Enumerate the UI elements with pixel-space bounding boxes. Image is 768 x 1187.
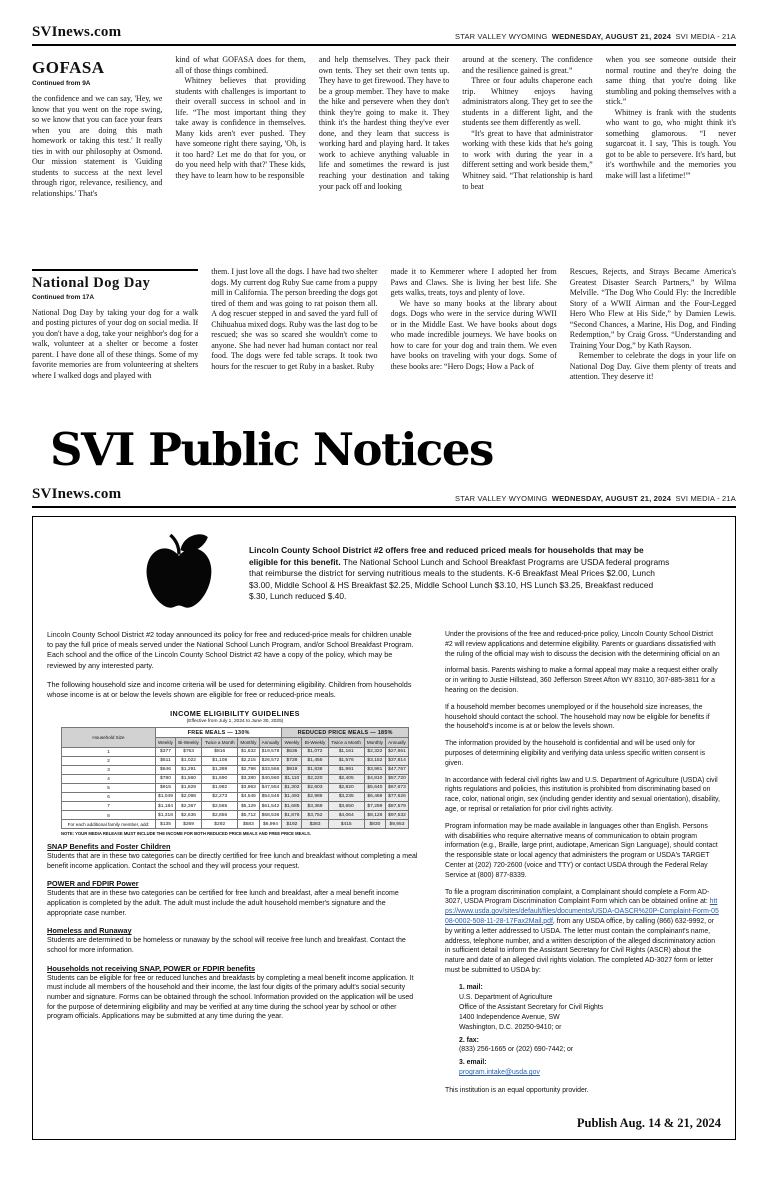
table-row [62, 765, 409, 774]
gofasa-title: GOFASA [32, 58, 105, 77]
dogday-column-1-text [32, 308, 198, 382]
table-cell: $2,636 [175, 811, 201, 820]
table-cell: $1,184 [156, 801, 176, 810]
legal-paragraph: If a household member becomes unemployed or if the household size increases, the household should contact the school. The household may now be eligible for benefits if the household's income is at or below the levels shown. [445, 703, 710, 731]
table-cell: $1,829 [175, 783, 201, 792]
table-cell: 7 [62, 801, 156, 810]
mail-method-label: 1. mail: [459, 983, 483, 991]
section-body: Students are determined to be homeless or runaway by the school will receive free lunch and breakfast. Contact the school for more information. [47, 937, 406, 955]
table-header-cell: Household Size [62, 728, 156, 747]
section-heading: SNAP Benefits and Foster Children [47, 842, 171, 852]
notice-columns [47, 630, 721, 1103]
dogday-column-1 [32, 267, 198, 413]
table-cell: $4,810 [364, 774, 385, 783]
text-line: Whitney is frank with the students who want to go, who might think it's something glamorous. “I never sugarcoat it. I say, 'This is tough. You got to be able to persevere. It's hard, but it's worthwhile and the memories you make will last a lifetime!'” [605, 107, 737, 181]
text-line: Remember to celebrate the dogs in your life on National Dog Day. Give them plenty of treats and attention. They deserve it! [569, 351, 736, 382]
dogday-column-4 [570, 267, 736, 413]
table-cell: $57,720 [385, 774, 408, 783]
dateline-location: STAR VALLEY WYOMING [455, 32, 548, 41]
table-cell: $97,532 [385, 811, 408, 820]
table-cell: $3,369 [302, 801, 328, 810]
table-cell: $1,876 [282, 811, 302, 820]
table-header-cell: Weekly [156, 738, 176, 747]
text-line: when you see someone outside their normal routine and they're doing the same thing that you're doing like stumbling and poking themselves with a stick.” [605, 55, 737, 107]
masthead-bar-notices [32, 486, 736, 508]
table-cell: $3,752 [302, 811, 328, 820]
table-cell: $3,981 [364, 765, 385, 774]
table-cell: $77,626 [385, 792, 408, 801]
table-subtitle: (Effective from July 1, 2024 to June 30, 2025) [186, 719, 284, 725]
table-cell: 6 [62, 792, 156, 801]
table-cell: $753 [175, 747, 201, 756]
table-cell: $915 [156, 783, 176, 792]
publish-date: Publish Aug. 14 & 21, 2024 [576, 1116, 721, 1130]
table-cell: 4 [62, 774, 156, 783]
table-cell: $3,650 [328, 801, 364, 810]
dateline-location-2: STAR VALLEY WYOMING [455, 494, 548, 503]
text-line: made it to Kemmerer where I adopted her from Paws and Claws. She is living her best life. She gets walks, treats, toys and plenty of love. [390, 267, 557, 298]
table-cell: $1,291 [175, 765, 201, 774]
table-cell: $6,994 [259, 820, 282, 829]
section-power-fdpir [47, 879, 419, 918]
table-row [62, 783, 409, 792]
table-cell: $67,673 [385, 783, 408, 792]
table-cell: $192 [282, 820, 302, 829]
dogday-continued-label: Continued from 17A [32, 294, 95, 302]
dogday-column-3 [391, 267, 557, 413]
gofasa-column-4 [462, 55, 592, 255]
text-line: Rescues, Rejects, and Strays Became America's Greatest Disaster Search Partners,” by Wilma Melville. “The Dog Who Could Fly: the Incredible Story of a WWII Airman and the Four-Legged Hero Who Flew at His Side,” by Damien Lewis. “Second Chances, a Marine, His Dog, and Finding Redemption,” by Craig Gross. “Understanding and Training Your Dog,” by Kath Rayson. [569, 267, 736, 350]
dateline [455, 32, 736, 41]
table-cell: $27,861 [385, 747, 408, 756]
dateline-edition: SVI MEDIA - 21A [675, 32, 736, 41]
notice-intro [47, 527, 721, 626]
gofasa-column-1 [32, 55, 162, 255]
notice-left-column [47, 630, 419, 1103]
table-cell: 8 [62, 811, 156, 820]
table-cell: $1,632 [238, 747, 259, 756]
notice-intro-rest: The National School Lunch and School Breakfast Programs are USDA federal programs that reimburse the district for serving nutritious meals to the students. K-6 Breakfast Meal Prices $2.00, Lunch $3.00, Middle School & HS Breakfast $2.25, Middle School Lunch $3.10, HS Lunch $3.25, Breakfast reduced $.30, Lunch reduced $.40. [249, 556, 670, 602]
table-header-cell: Bi-Weekly [175, 738, 201, 747]
text-line: and help themselves. They pack their own tents. They set their own tents up. They have to get firewood. They have to be a group member. They have to make the hike and persevere when they don't think they're going to make it. They think it's the hardest thing they've ever done, and they learn that success is working hard and playing hard. It takes work to achieve anything valuable in life and sometimes the reward is just reaching your destination and taking your pack off and looking [318, 55, 450, 191]
table-row [62, 774, 409, 783]
table-cell: $2,798 [238, 765, 259, 774]
income-table [61, 727, 409, 829]
legal-paragraph: The information provided by the household is confidential and will be used only for purposes of determining eligibility and verifying data unless specific written consent is given. [445, 740, 706, 767]
text-line: kind of what GOFASA does for them, all of those things combined. [175, 55, 306, 75]
table-cell: $1,399 [202, 765, 238, 774]
section-body: Students that are in these two categories can be certified for free lunch and breakfast, after a meal benefit income application is completed by the adult. The adult must include the adult household member's signature and the appropriate case number. [47, 890, 399, 917]
masthead-bar-top [32, 24, 736, 46]
dogday-column-4-text [570, 267, 736, 383]
table-cell: $1,685 [282, 801, 302, 810]
section-homeless-runaway [47, 926, 419, 955]
table-cell: $1,302 [282, 783, 302, 792]
text-line: Washington, D.C. 20250-9410; or [459, 1023, 562, 1031]
section-households-not-receiving [47, 964, 419, 1022]
table-cell: $68,536 [259, 811, 282, 820]
table-row [62, 756, 409, 765]
table-cell: $583 [238, 820, 259, 829]
table-cell: $135 [156, 820, 176, 829]
table-cell: $2,215 [238, 756, 259, 765]
table-cell: $26,572 [259, 756, 282, 765]
usda-complaint-form-link[interactable]: https://www.usda.gov/sites/default/files/documents/USDA-OASCR%20P-Complaint-Form-0508-0002-508-11-28-17Fax2Mail.pdf [445, 898, 719, 925]
usda-email-link[interactable]: program.intake@usda.gov [459, 1069, 540, 1077]
table-cell: $2,856 [202, 811, 238, 820]
text-line: Three or four adults chaperone each trip. Whitney enjoys having administrators along. They get to see the students in a different light, and the students see them differently as well. [462, 76, 593, 128]
income-eligibility-table [61, 709, 409, 836]
table-cell: $5,712 [238, 811, 259, 820]
gofasa-column-5-text [606, 55, 736, 182]
table-cell: $728 [282, 756, 302, 765]
gofasa-column-3 [319, 55, 449, 255]
table-cell: $919 [282, 765, 302, 774]
table-cell: $536 [282, 747, 302, 756]
table-cell: $2,603 [302, 783, 328, 792]
table-cell: $4,064 [328, 811, 364, 820]
dateline-edition-2: SVI MEDIA - 21A [675, 494, 736, 503]
complaint-text-before: To file a program discrimination complaint, a Complainant should complete a Form AD-3027, USDA Program Discrimination Complaint Form which can be obtained online at: [445, 888, 710, 906]
dateline-2 [455, 494, 736, 503]
apple-icon [143, 531, 215, 616]
legal-paragraph: Under the provisions of the free and reduced-price policy, Lincoln County School District #2 will review applications and determine eligibility. Parents or guardians dissatisfied with the ruling of the official may wish to discuss the decision with the determining official on an [445, 631, 720, 658]
policy-paragraph-1: Lincoln County School District #2 today announced its policy for free and reduced-price meals for children unable to pay the full price of meals served under the National School Lunch Program, and/or School Breakfast Program. Each school and the office of the Lincoln County School District #2 have a copy of the policy, which may be reviewed by any interested party. [47, 630, 414, 670]
table-title: INCOME ELIGIBILITY GUIDELINES [170, 709, 300, 719]
table-cell: $3,152 [364, 756, 385, 765]
table-cell: $1,576 [328, 756, 364, 765]
table-cell: $830 [364, 820, 385, 829]
table-cell: $4,546 [238, 792, 259, 801]
mail-address-lines [459, 993, 721, 1033]
table-header-cell: REDUCED PRICE MEALS — 185% [282, 728, 409, 738]
dogday-columns [32, 267, 736, 413]
text-line: Office of the Assistant Secretary for Civil Rights [459, 1003, 604, 1011]
table-cell: $6,469 [364, 792, 385, 801]
table-cell: $2,273 [202, 792, 238, 801]
legal-paragraph: informal basis. Parents wishing to make a formal appeal may make a request either orally or in writing to Justie Hillstead, 360 Jefferson Street Afton WY 83110, 307-885-3811 for a hearing on the decision. [445, 667, 718, 694]
table-cell: 3 [62, 765, 156, 774]
table-cell: $2,220 [302, 774, 328, 783]
table-cell: $1,982 [202, 783, 238, 792]
table-cell: $1,072 [302, 747, 328, 756]
complaint-paragraph [445, 888, 721, 976]
legal-paragraph: In accordance with federal civil rights law and U.S. Department of Agriculture (USDA) civil rights regulations and policies, this institution is prohibited from discriminating based on race, color, national origin, sex (including gender identity and sexual orientation), disability, age, or reprisal or retaliation for prior civil rights activity. [445, 776, 720, 813]
table-cell: $511 [156, 756, 176, 765]
article-gofasa [32, 55, 736, 255]
table-row [62, 792, 409, 801]
table-cell: $2,565 [202, 801, 238, 810]
gofasa-column-2-text [175, 55, 305, 182]
table-header-cell: Twice a Month [202, 738, 238, 747]
table-cell: $9,953 [385, 820, 408, 829]
public-notice-box [32, 516, 736, 1140]
table-header-cell: Annually [385, 738, 408, 747]
policy-paragraph-2: The following household size and income criteria will be used for determining eligibility. Children from households whose income is at or below the levels shown are eligible for free or reduced-price meals. [47, 679, 412, 700]
table-cell: $2,322 [364, 747, 385, 756]
dateline-date: WEDNESDAY, AUGUST 21, 2024 [551, 32, 672, 41]
table-header-cell: Weekly [282, 738, 302, 747]
table-header-cell: Annually [259, 738, 282, 747]
table-cell: $780 [156, 774, 176, 783]
table-cell: 2 [62, 756, 156, 765]
table-cell: $87,579 [385, 801, 408, 810]
table-cell: $1,455 [302, 756, 328, 765]
section-heading: POWER and FDPIR Power [47, 879, 139, 889]
public-notices-headline: SVI Public Notices [50, 423, 493, 476]
table-header-cell: Monthly [238, 738, 259, 747]
table-cell: $7,299 [364, 801, 385, 810]
table-cell: $1,690 [202, 774, 238, 783]
gofasa-column-2 [175, 55, 305, 255]
fax-line [459, 1045, 721, 1055]
dogday-column-3-text [391, 267, 557, 372]
table-cell: 1 [62, 747, 156, 756]
section-body: Students that are in these two categories can be directly certified for free lunch and breakfast without completing a meal benefit income application. Contact the school and they will process your request. [47, 853, 418, 870]
table-cell: $3,235 [328, 792, 364, 801]
table-cell: $5,129 [238, 801, 259, 810]
table-cell: $3,380 [238, 774, 259, 783]
table-header-cell: Twice a Month [328, 738, 364, 747]
notice-right-column [445, 630, 721, 1103]
fax-method-label: 2. fax: [459, 1036, 479, 1044]
table-cell: $40,560 [259, 774, 282, 783]
table-cell: $1,049 [156, 792, 176, 801]
table-cell: $19,578 [259, 747, 282, 756]
table-cell: $269 [175, 820, 201, 829]
table-cell: $1,161 [328, 747, 364, 756]
masthead-logo-2: SVInews.com [32, 486, 122, 502]
notice-intro-text [249, 531, 673, 616]
table-cell: $2,367 [175, 801, 201, 810]
table-cell: $383 [302, 820, 328, 829]
fax-numbers: (833) 256-1665 or (202) 690-7442; or [459, 1046, 574, 1054]
table-cell: $816 [202, 747, 238, 756]
table-cell: $292 [202, 820, 238, 829]
notice-intro-bold: Lincoln County School District #2 offers free and reduced priced meals for households that may be eligible for this benefit. [249, 545, 644, 567]
gofasa-column-5 [606, 55, 736, 255]
table-row [62, 811, 409, 820]
table-cell: $54,548 [259, 792, 282, 801]
gofasa-columns [32, 55, 736, 255]
table-cell: $47,554 [259, 783, 282, 792]
table-cell: $1,110 [282, 774, 302, 783]
gofasa-column-3-text [319, 55, 449, 192]
table-row [62, 820, 409, 829]
table-cell: $37,814 [385, 756, 408, 765]
table-cell: $1,838 [302, 765, 328, 774]
table-note: NOTE: YOUR MEDIA RELEASE MUST INCLUDE THE INCOME FOR BOTH REDUCED PRICE MEALS AND FREE PRICE MEALS. [61, 831, 311, 837]
text-line: U.S. Department of Agriculture [459, 993, 553, 1001]
table-cell: $2,405 [328, 774, 364, 783]
email-method-label: 3. email: [459, 1059, 487, 1067]
table-cell: $61,542 [259, 801, 282, 810]
table-cell: For each additional family member, add: [62, 820, 156, 829]
email-line [459, 1068, 721, 1078]
table-cell: $1,108 [202, 756, 238, 765]
table-cell: 5 [62, 783, 156, 792]
section-snap-foster [47, 842, 419, 871]
text-line: Whitney believes that providing students with challenges is important to their overall success in school and in life. “The most important thing they take away is confidence in themselves. Many kids aren't ever pushed. They have someone right there saying, 'Oh, is it too hard? Let me do that for you, or do you need help with that?' These kids, they have to learn how to be responsible [175, 76, 306, 181]
complaint-text-after: , from any USDA office, by calling (866) 632-9992, or by writing a letter addressed to USDA. The letter must contain the complainant's name, address, telephone number, and a written description of the alleged discriminatory action in sufficient detail to inform the Assistant Secretary for Civil Rights (ASCR) about the nature and date of an alleged civil rights violation. The completed AD-3027 form or letter must be submitted to USDA by: [445, 917, 716, 974]
section-heading: Homeless and Runaway [47, 926, 132, 936]
equal-opportunity-statement: This institution is an equal opportunity provider. [445, 1086, 589, 1094]
text-line: around at the scenery. The confidence and the resilience gained is great.” [462, 55, 593, 75]
section-body: Students can be eligible for free or reduced lunches and breakfasts by completing a meal benefit income application. It must include all members of the household and their income, the last four digits of the primary adult's social security number and signature. Forms can be obtained through the school. Information provided on the application will be used for the purpose of determining eligibility and may be verified at any time during the school year by school or other program officials. Applications may be submitted at any time during the year. [47, 974, 414, 1021]
section-heading: Households not receiving SNAP, POWER or FDPIR benefits [47, 963, 256, 973]
article-national-dog-day [32, 267, 736, 413]
gofasa-column-4-text [462, 55, 592, 192]
table-cell: $1,991 [328, 765, 364, 774]
table-cell: $3,963 [238, 783, 259, 792]
table-cell: $377 [156, 747, 176, 756]
table-cell: $2,986 [302, 792, 328, 801]
table-cell: $1,318 [156, 811, 176, 820]
table-cell: $5,640 [364, 783, 385, 792]
table-cell: $1,022 [175, 756, 201, 765]
dogday-column-2-text [211, 267, 377, 372]
text-line: National Dog Day by taking your dog for a walk and posting pictures of your dog on social media. If you don't have a dog, take your neighbor's dog for a walk, volunteer at a shelter or become a foster parent. I have done all of these things. Some of my favorite memories are from volunteering at shelters where I walked dogs and played with [32, 307, 199, 380]
table-cell: $646 [156, 765, 176, 774]
table-header-cell: Monthly [364, 738, 385, 747]
table-cell: $1,493 [282, 792, 302, 801]
text-line: We have so many books at the library about dogs. Dogs who were in the service during WWII or in the Middle East. We have books about dogs who made incredible journeys. We have books on how to care for your dog and train them. We even have books on traveling with your dogs. Some of these books are: “Hero Dogs; How a Pack of [390, 298, 557, 371]
table-cell: $2,820 [328, 783, 364, 792]
text-line: the confidence and we can say, 'Hey, we know that you went on the rope swing, so we know that you can face your fears when you are doing this math homework or taking this test.' It really ties in with our philosophy at Osmond. Our mission statement is 'Guiding students to success at the next level through rigor, relevance, resiliency, and relationships.' That's [32, 94, 163, 198]
table-cell: $2,098 [175, 792, 201, 801]
text-line: them. I just love all the dogs. I have had two shelter dogs. My current dog Ruby Sue came from a puppy mill in California. The person breeding the dogs got tired of them and was going to rat poison them all. A dog rescuer stepped in and saved the yard full of Chihuahua mixed dogs. Ruby was the last dog to be rescued; she was so scared she wouldn't come to anyone. She had never had human contact nor real food. The dogs were fed table scraps. It took two hours for the rescuer to get Ruby in a basket. Ruby [211, 267, 378, 371]
dogday-column-2 [211, 267, 377, 413]
text-line: 1400 Independence Avenue, SW [459, 1013, 560, 1021]
legal-paragraph: Program information may be made available in languages other than English. Persons with disabilities who require alternative means of communication to obtain program information (e.g., Braille, large print, audiotape, American Sign Language), should contact the responsible state or local agency that administers the program or USDA's TARGET Center at (202) 720-2600 (voice and TTY) or contact USDA through the Federal Relay Service at (800) 877-8339. [445, 822, 718, 879]
gofasa-column-1-text [32, 94, 162, 199]
table-cell: $1,560 [175, 774, 201, 783]
table-cell: $33,566 [259, 765, 282, 774]
table-row [62, 747, 409, 756]
table-cell: $47,767 [385, 765, 408, 774]
table-header-cell: FREE MEALS — 130% [156, 728, 282, 738]
dateline-date-2: WEDNESDAY, AUGUST 21, 2024 [551, 494, 672, 503]
dogday-title: National Dog Day [32, 269, 198, 293]
text-line: “It's great to have that administrator working with these kids that he's going to work with during the year in a different setting and work beside them,” Whitney said. “That relationship is hard to beat [462, 128, 593, 191]
masthead-logo: SVInews.com [32, 24, 122, 40]
table-row [62, 801, 409, 810]
gofasa-continued-label: Continued from 9A [32, 80, 91, 88]
table-cell: $415 [328, 820, 364, 829]
table-header-cell: Bi-Weekly [302, 738, 328, 747]
table-cell: $8,128 [364, 811, 385, 820]
complaint-methods [459, 983, 721, 1078]
